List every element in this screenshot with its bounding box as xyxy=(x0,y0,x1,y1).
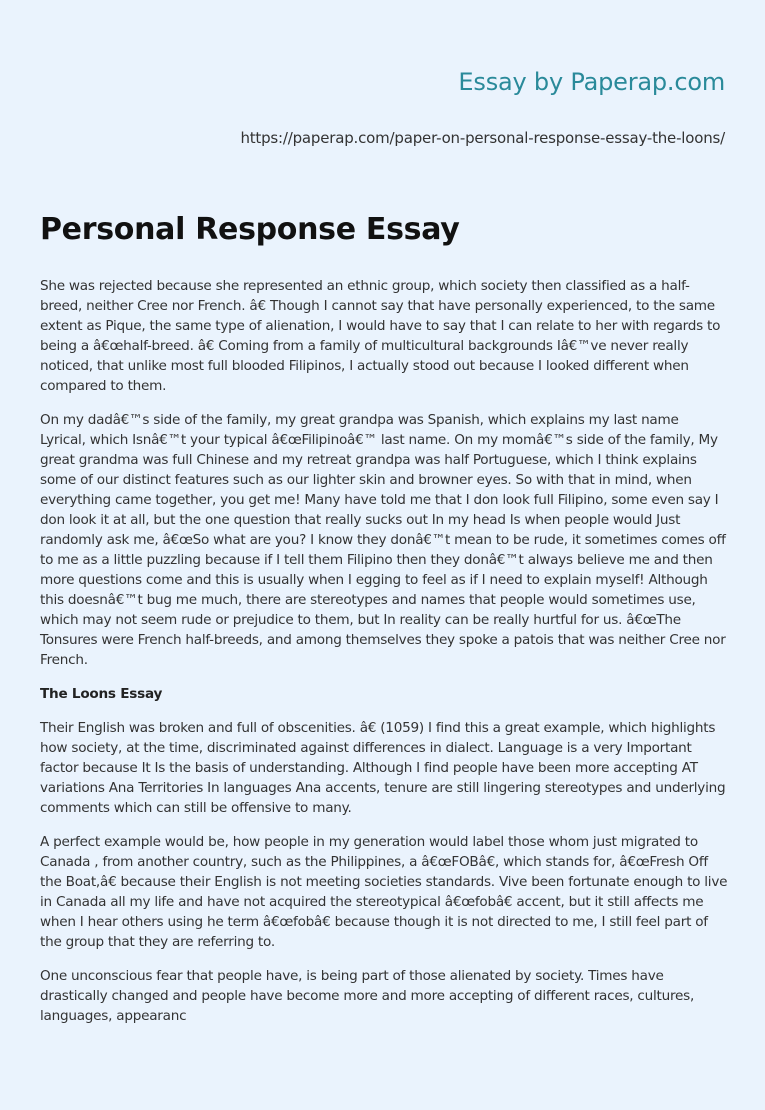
essay-paragraph-3: Their English was broken and full of obscenities. â€ (1059) I find this a great example, which highlights how society, at the time, discriminated against differences in dialect. Language is a very Important factor because It Is the basis of understanding. Although I find people have been more accepting AT variations Ana Territories In languages Ana accents, tenure are still lingering stereotypes and underlying comments which can still be offensive to many. xyxy=(40,720,726,816)
source-url[interactable]: https://paperap.com/paper-on-personal-response-essay-the-loons/ xyxy=(240,129,725,147)
essay-paragraph-2: On my dadâ€™s side of the family, my great grandpa was Spanish, which explains my last name Lyrical, which Isnâ€™t your typical â€œFilipinoâ€™ last name. On my momâ€™s side of the family, My great grandma was full Chinese and my retreat grandpa was half Portuguese, which I think explains some of our distinct features such as our lighter skin and browner eyes. So with that in mind, when everything came together, you get me! Many have told me that I don look full Filipino, some even say I don look it at all, but the one question that really sucks out In my head Is when people would Just randomly ask me, â€œSo what are you? I know they donâ€™t mean to be rude, it sometimes comes off to me as a little puzzling because if I tell them Filipino then they donâ€™t always believe me and then more questions come and this is usually when I egging to feel as if I need to explain myself! Although this doesnâ€™t bug me much, there are stereotypes and names that people would sometimes use, which may not seem rude or prejudice to them, but In reality can be really hurtful for us. â€œThe Tonsures were French half-breeds, and among themselves they spoke a patois that was neither Cree nor French. xyxy=(40,412,726,668)
essay-paragraph-4: A perfect example would be, how people in my generation would label those whom just migrated to Canada , from another country, such as the Philippines, a â€œFOBâ€, which stands for, â€œFresh Off the Boat,â€ because their English is not meeting societies standards. Vive been fortunate enough to live in Canada all my life and have not acquired the stereotypical â€œfobâ€ accent, but it still affects me when I hear others using he term â€œfobâ€ because though it is not directed to me, I still feel part of the group that they are referring to. xyxy=(40,834,728,950)
essay-paragraph-5: One unconscious fear that people have, is being part of those alienated by society. Times have drastically changed and people have become more and more accepting of different races, cultures, languages, appearanc xyxy=(40,968,695,1024)
page-title: Personal Response Essay xyxy=(40,212,460,247)
essay-body xyxy=(40,276,728,1040)
essay-paragraph-1: She was rejected because she represented an ethnic group, which society then classified as a half-breed, neither Cree nor French. â€ Though I cannot say that have personally experienced, to the same extent as Pique, the same type of alienation, I would have to say that I can relate to her with regards to being a â€œhalf-breed. â€ Coming from a family of multicultural backgrounds Iâ€™ve never really noticed, that unlike most full blooded Filipinos, I actually stood out because I looked different when compared to them. xyxy=(40,278,721,394)
section-subheading: The Loons Essay xyxy=(40,686,163,702)
site-brand[interactable]: Essay by Paperap.com xyxy=(458,68,725,96)
